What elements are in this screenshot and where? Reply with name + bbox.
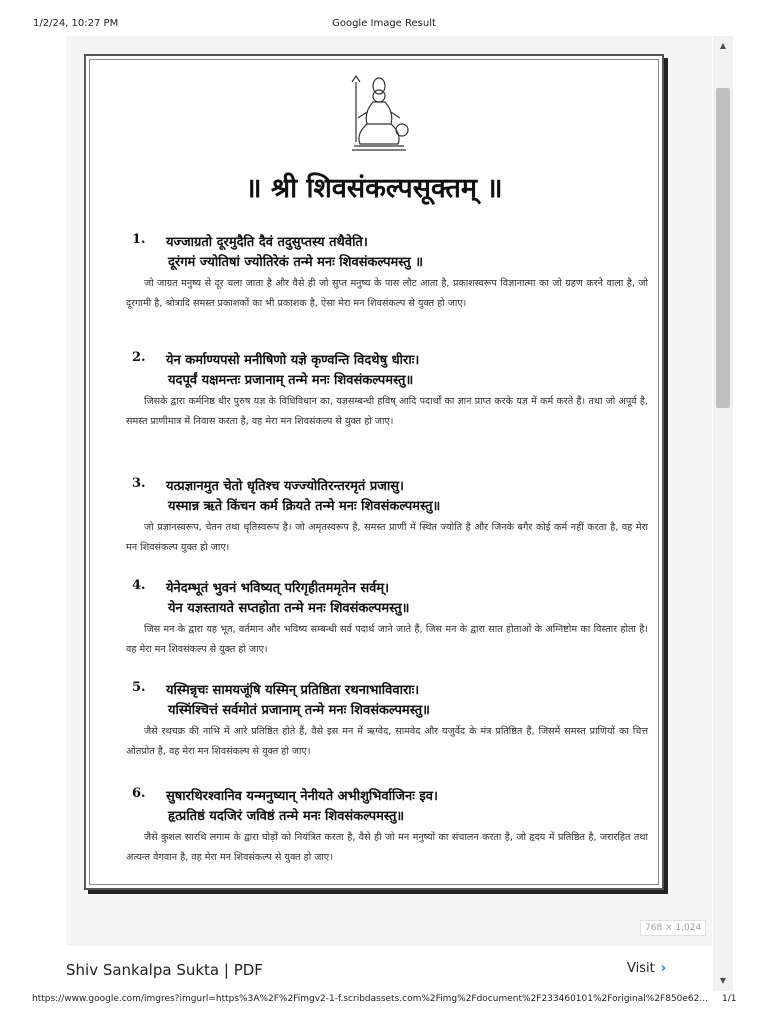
document-image [84,54,664,890]
verse-meaning: जैसे कुशल सारथि लगाम के द्वारा घोड़ों को नियंत्रित करता है, वैसे ही जो मन मनुष्यों का संचालन करता है, जो हृदय में प्रतिष्ठित है, जरारहित तथा अत्यन्त वेगवान है, वह मेरा मन शिवसंकल्प से युक्त हो जाए। [126,832,648,863]
verse-number: 4. [132,578,146,593]
verse-number: 2. [132,350,146,365]
verse-meaning: जिसके द्वारा कर्मनिष्ठ धीर पुरुष यज्ञ के विधिविधान का, यज्ञसम्बन्धी हविष् आदि पदार्थों का ज्ञान प्राप्त करके यज्ञ में कर्म करते हैं। तथा जो अपूर्व है, समस्त प्राणीमात्र में निवास करता है, वह मेरा मन शिवसंकल्प से युक्त हो जाए। [126,396,648,427]
print-footer [0,994,768,1024]
verse-line-2: हृत्प्रतिष्ठं यदजिरं जविष्ठं तन्मे मनः शिवसंकल्पमस्तु॥ [168,809,405,824]
verse-number: 3. [132,476,146,491]
verse-number: 6. [132,786,146,801]
verse-line-2: यदपूर्वं यक्षमन्तः प्रजानाम् तन्मे मनः शिवसंकल्पमस्तु॥ [168,373,414,388]
visit-button[interactable] [627,961,666,976]
document-title: ॥ श्री शिवसंकल्पसूक्तम् ॥ [245,173,503,204]
image-viewer[interactable] [66,36,712,946]
verse-line-1: सुषारथिरश्वानिव यन्मनुष्यान् नेनीयते अभीशुभिर्वाजिनः इव। [166,789,438,804]
verse-line-1: यस्मिन्नृचः सामयजूंषि यस्मिन् प्रतिष्ठिता रथनाभाविवाराः। [166,683,420,698]
footer-page-number: 1/1 [722,994,737,1004]
verse-meaning: जैसे रथचक्र की नाभि में आरे प्रतिष्ठित होते हैं, वैसे इस मन में ऋग्वेद, सामवेद और यजुर्वेद के मंत्र प्रतिष्ठित हैं, जिसमें समस्त प्राणियों का चित्त ओतप्रोत है, वह मेरा मन शिवसंकल्प से युक्त हो जाए। [126,726,649,757]
scrollbar[interactable] [713,36,733,991]
scroll-down-arrow-icon[interactable]: ▼ [719,976,727,985]
verse-number: 1. [132,232,146,247]
scroll-up-arrow-icon[interactable]: ▲ [719,41,727,50]
chevron-right-icon: › [660,961,667,976]
footer-url: https://www.google.com/imgres?imgurl=https%3A%2F%2Fimgv2-1-f.scribdassets.com%2Fimg%2Fdocument%2F233460101%2Foriginal%2F850e62... [32,994,708,1004]
verse-meaning: जो जाग्रत मनुष्य से दूर चला जाता है और वैसे ही जो सुप्त मनुष्य के पास लौट आता है, प्रकाशस्वरूप विज्ञानात्मा का जो ग्रहण करने वाला है, जो दूरगामी है, श्रोत्रादि समस्त प्रकाशकों का भी प्रकाशक है, ऐसा मेरा मन शिवसंकल्प से युक्त हो जाए। [126,278,648,309]
verse-line-2: यस्मिंश्चित्तं सर्वमोतं प्रजानाम् तन्मे मनः शिवसंकल्पमस्तु॥ [168,703,430,718]
verse-line-1: येन कर्माण्यपसो मनीषिणो यज्ञे कृण्वन्ति विदथेषु धीराः। [166,353,420,368]
verse-line-2: यस्मान्न ऋते किंचन कर्म क्रियते तन्मे मनः शिवसंकल्पमस्तु॥ [168,499,441,514]
verse-line-2: येन यज्ञस्तायते सप्तहोता तन्मे मनः शिवसंकल्पमस्तु॥ [168,601,410,616]
verse-meaning: जिस मन के द्वारा यह भूत, वर्तमान और भविष्य सम्बन्धी सर्व पदार्थ जाने जाते हैं, जिस मन के द्वारा सात होताओं के अग्निष्टोम का विस्तार होता है। वह मेरा मन शिवसंकल्प से युक्त हो जाए। [126,624,648,655]
visit-label: Visit [627,961,655,976]
print-datetime: 1/2/24, 10:27 PM [33,18,119,29]
print-header [0,0,768,36]
verse-number: 5. [132,680,146,695]
verse-line-2: दूरंगमं ज्योतिषां ज्योतिरेकं तन्मे मनः शिवसंकल्पमस्तु ॥ [168,255,424,270]
print-page-title: Google Image Result [332,18,436,29]
verse-line-1: येनेदम्भूतं भुवनं भविष्यत् परिगृहीतममृतेन सर्वम्। [166,581,390,596]
scrollbar-thumb[interactable] [716,88,730,408]
verse-meaning: जो प्रज्ञानस्वरूप, चेतन तथा धृतिस्वरूप है। जो अमृतस्वरूप है, समस्त प्राणी में स्थित ज्योति है और जिनके बगैर कोई कर्म नहीं करता है, वह मेरा मन शिवसंकल्प युक्त हो जाए। [126,522,648,553]
shiva-illustration [334,72,424,154]
verse-line-1: यत्प्रज्ञानमुत चेतो धृतिश्च यज्ज्योतिरन्तरमृतं प्रजासु। [166,479,404,494]
image-dimensions: 768 × 1,024 [640,920,706,936]
verse-line-1: यज्जाग्रतो दूरमुदैति दैवं तदुसुप्तस्य तथैवेति। [166,235,368,250]
result-page-title[interactable]: Shiv Sankalpa Sukta | PDF [66,961,263,979]
